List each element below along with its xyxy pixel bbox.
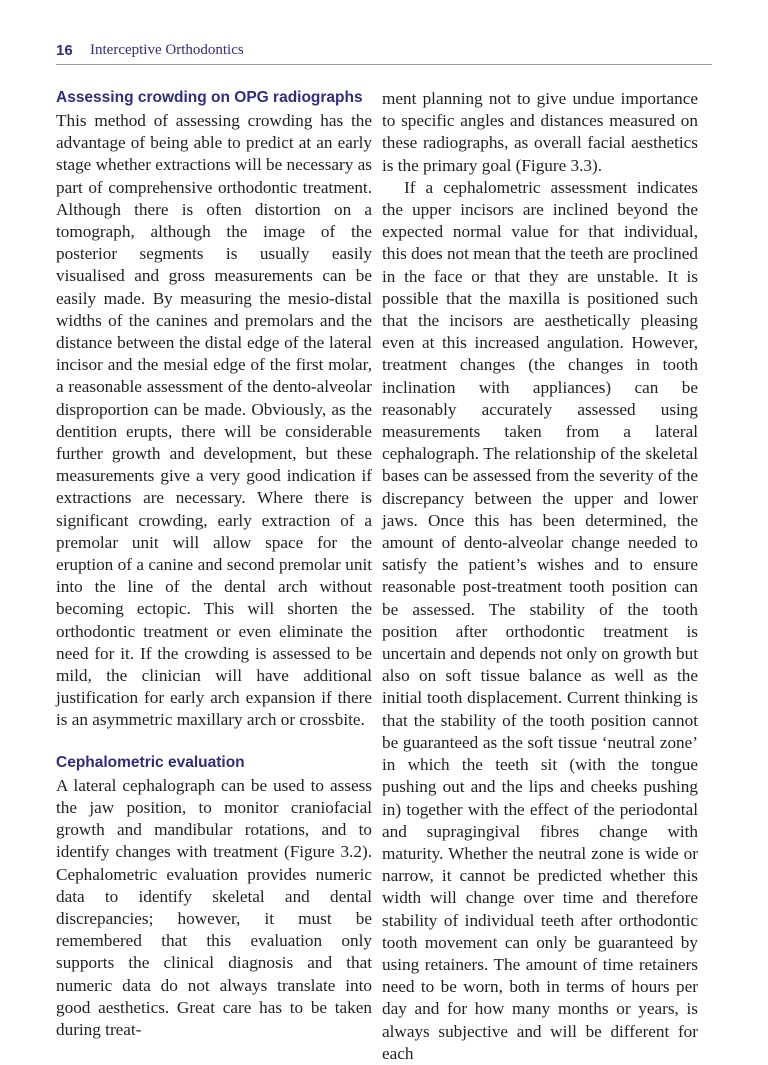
paragraph-continued: ment planning not to give undue importance to specific angles and distances measured on these radiographs, as overall facial aesthetics is the primary goal (Figure 3.3). <box>382 89 698 175</box>
right-column <box>382 88 698 1065</box>
section-heading-cephalometric: Cephalometric evaluation <box>56 753 245 771</box>
left-column <box>56 88 372 1041</box>
paragraph-incisors: If a cephalometric assessment indicates the upper incisors are inclined beyond the expected normal value for that individual, this does not mean that the teeth are proclined in the face or that they are unstable. It is possible that the maxilla is positioned such that the incisors are aesthetically pleasing even at this increased angulation. However, treatment changes (the changes in tooth inclination with appliances) can be reasonably accurately assessed using measurements taken from a lateral cephalograph. The relationship of the skeletal bases can be assessed from the severity of the discrepancy between the upper and lower jaws. Once this has been determined, the amount of dento-alveolar change needed to satisfy the patient’s wishes and to ensure reasonable post-treatment tooth position can be assessed. The stability of the tooth position after orthodontic treatment is uncertain and depends not only on growth but also on soft tissue balance as well as the initial tooth displacement. Current thinking is that the stability of the tooth position cannot be guaranteed as the soft tissue ‘neutral zone’ in which the teeth sit (with the tongue pushing out and the lips and cheeks pushing in) together with the effect of the periodontal and supragingival fibres change with maturity. Whether the neutral zone is wide or narrow, it cannot be predicted whether this width will change over time and therefore stability of individual teeth after orthodontic tooth movement can only be guaranteed by using retainers. The amount of time retainers need to be worn, both in terms of hours per day and for how many months or years, is always subjective and will be different for each <box>382 177 698 1063</box>
running-header <box>56 40 712 65</box>
paragraph-cephalometric: A lateral cephalograph can be used to assess the jaw position, to monitor craniofacial growth and mandibular rotations, and to identify changes with treatment (Figure 3.2). Cephalometric evaluation provides numeric data to identify skeletal and dental discrepancies; however, it must be remembered that this evaluation only supports the clinical diagnosis and that numeric data do not always translate into good aesthetics. Great care has to be taken during treat- <box>56 775 372 1039</box>
section-heading-opg: Assessing crowding on OPG radiographs <box>56 89 363 106</box>
paragraph-opg: This method of assessing crowding has the advantage of being able to predict at an early stage whether extractions will be necessary as part of comprehensive orthodontic treatment. Although there is often distortion on a tomograph, although the image of the posterior segments is usually easily visualised and gross measurements can be easily made. By measuring the mesio-distal widths of the canines and premolars and the distance between the distal edge of the lateral incisor and the mesial edge of the first molar, a reasonable assessment of the dento-alveolar disproportion can be made. Obviously, as the dentition erupts, there will be considerable further growth and development, but these measurements give a very good indication if extractions are necessary. Where there is significant crowding, early extraction of a premolar unit will allow space for the eruption of a canine and second premolar unit into the line of the dental arch without becoming ectopic. This will shorten the orthodontic treatment or even eliminate the need for it. If the crowding is assessed to be mild, the clinician will have additional justification for early arch expansion if there is an asymmetric maxillary arch or crossbite. <box>56 111 372 730</box>
running-title: Interceptive Orthodontics <box>90 42 244 58</box>
page-number: 16 <box>56 42 73 59</box>
